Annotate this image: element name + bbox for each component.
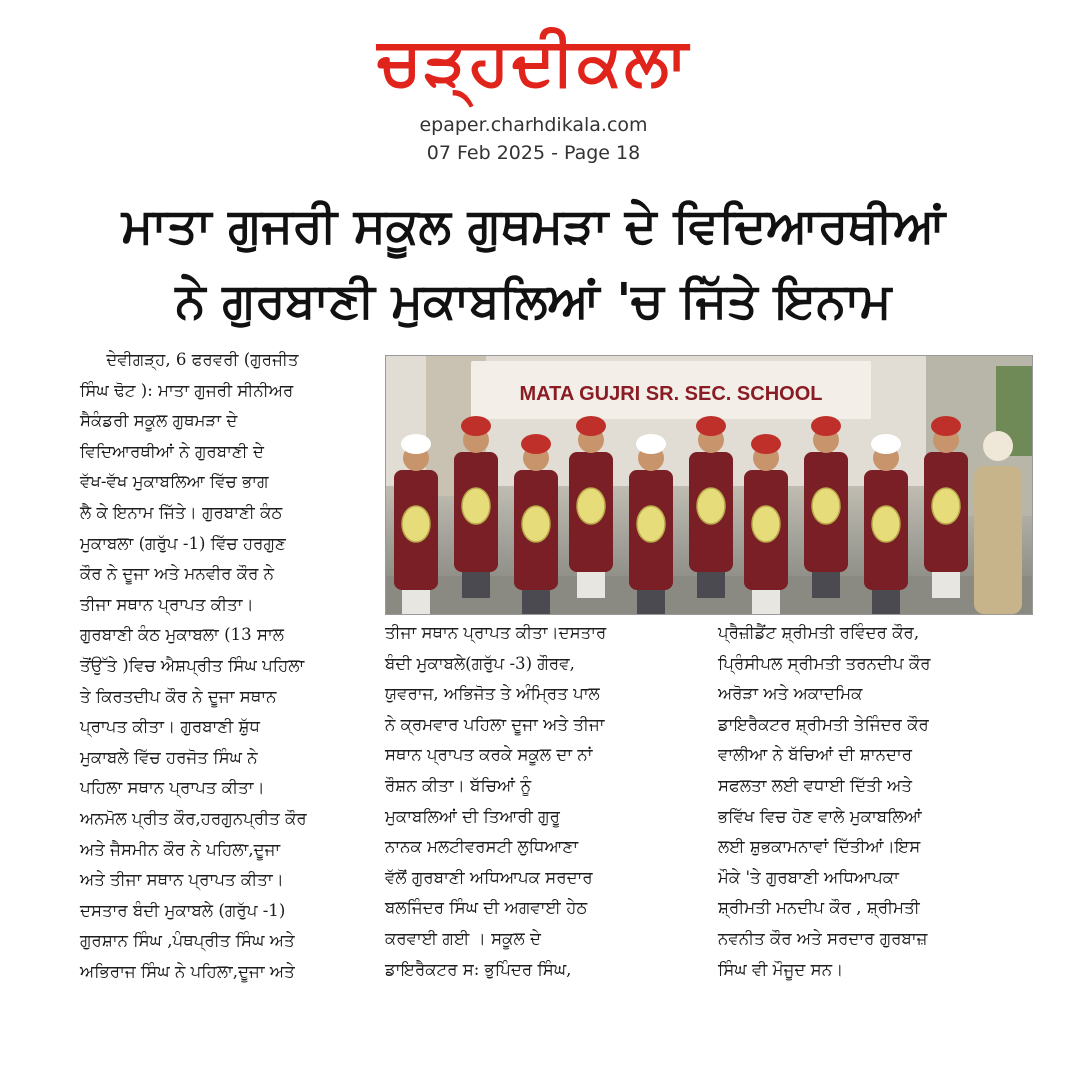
text-line: ਤੀਜਾ ਸਥਾਨ ਪ੍ਰਾਪਤ ਕੀਤਾ।ਦਸਤਾਰ: [385, 623, 607, 642]
text-line: ਵਾਲੀਆ ਨੇ ਬੱਚਿਆਂ ਦੀ ਸ਼ਾਨਦਾਰ: [718, 745, 913, 765]
student-turban: [576, 416, 606, 436]
trophy: [872, 506, 900, 542]
student-turban: [931, 416, 961, 436]
text-line: ਵਿਦਿਆਰਥੀਆਂ ਨੇ ਗੁਰਬਾਣੀ ਦੇ: [80, 441, 264, 461]
trophy: [637, 506, 665, 542]
text-line: ਅਤੇ ਤੀਜਾ ਸਥਾਨ ਪ੍ਰਾਪਤ ਕੀਤਾ।: [80, 870, 284, 890]
text-line: ਸਿੰਘ ਵੀ ਮੌਜੂਦ ਸਨ।: [718, 959, 844, 979]
banner-text: MATA GUJRI SR. SEC. SCHOOL: [519, 383, 823, 405]
text-line: ਭਵਿੱਖ ਵਿਚ ਹੋਣ ਵਾਲੇ ਮੁਕਾਬਲਿਆਂ: [718, 806, 922, 826]
article-photo: [385, 355, 1033, 615]
text-line: ਯੁਵਰਾਜ, ਅਭਿਜੋਤ ਤੇ ਅੰਮ੍ਰਿਤ ਪਾਲ: [385, 684, 600, 704]
trophy: [752, 506, 780, 542]
student-lower: [577, 572, 605, 598]
student-lower: [522, 590, 550, 614]
student-lower: [812, 572, 840, 598]
text-line: ਪ੍ਰੈਜ਼ੀਡੈਂਟ ਸ਼੍ਰੀਮਤੀ ਰਵਿੰਦਰ ਕੌਰ,: [718, 623, 920, 642]
student-lower: [402, 590, 430, 614]
text-line: ਸੈਕੰਡਰੀ ਸਕੂਲ ਗੁਥਮੜਾ ਦੇ: [80, 411, 238, 431]
student-turban: [751, 434, 781, 454]
text-line: ਬਲਜਿੰਦਰ ਸਿੰਘ ਦੀ ਅਗਵਾਈ ਹੇਠ: [385, 898, 588, 918]
text-line: ਮੌਕੇ 'ਤੇ ਗੁਰਬਾਣੀ ਅਧਿਆਪਕਾ: [718, 867, 899, 887]
text-line: ਵੱਖ-ਵੱਖ ਮੁਕਾਬਲਿਆ ਵਿੱਚ ਭਾਗ: [80, 472, 269, 492]
student-lower: [462, 572, 490, 598]
student-turban: [401, 434, 431, 454]
text-line: ਦਸਤਾਰ ਬੰਦੀ ਮੁਕਾਬਲੇ (ਗਰੁੱਪ -1): [80, 900, 286, 920]
trophy: [577, 488, 605, 524]
trophy: [402, 506, 430, 542]
group-photo-illustration: [386, 356, 1032, 614]
text-line: ਤੀਜਾ ਸਥਾਨ ਪ੍ਰਾਪਤ ਕੀਤਾ।: [80, 594, 254, 614]
student-lower: [932, 572, 960, 598]
student-turban: [811, 416, 841, 436]
student-lower: [872, 590, 900, 614]
text-line: ਮੁਕਾਬਲੇ ਵਿੱਚ ਹਰਜੋਤ ਸਿੰਘ ਨੇ: [80, 747, 258, 767]
text-line: ਪਹਿਲਾ ਸਥਾਨ ਪ੍ਰਾਪਤ ਕੀਤਾ।: [80, 778, 265, 798]
text-line: ਲੈ ਕੇ ਇਨਾਮ ਜਿੱਤੇ। ਗੁਰਬਾਣੀ ਕੰਠ: [80, 502, 283, 522]
headline-line-1: ਮਾਤਾ ਗੁਜਰੀ ਸਕੂਲ ਗੁਥਮੜਾ ਦੇ ਵਿਦਿਆਰਥੀਆਂ: [121, 198, 946, 254]
text-line: ਪ੍ਰਿੰਸੀਪਲ ਸ੍ਰੀਮਤੀ ਤਰਨਦੀਪ ਕੌਰ: [718, 653, 931, 673]
article-column-1: [80, 345, 376, 987]
student-lower: [752, 590, 780, 614]
student-lower: [697, 572, 725, 598]
adult-figure: [974, 466, 1022, 614]
text-line: ਅਰੋੜਾ ਅਤੇ ਅਕਾਦਮਿਕ: [718, 684, 863, 704]
text-line: ਸਫਲਤਾ ਲਈ ਵਧਾਈ ਦਿੱਤੀ ਅਤੇ: [718, 775, 913, 795]
text-line: ਮੁਕਾਬਲਾ (ਗਰੁੱਪ -1) ਵਿੱਚ ਹਰਗੁਣ: [80, 533, 286, 553]
student-lower: [637, 590, 665, 614]
trophy: [932, 488, 960, 524]
text-line: ਨੇ ਕ੍ਰਮਵਾਰ ਪਹਿਲਾ ਦੂਜਾ ਅਤੇ ਤੀਜਾ: [385, 714, 605, 734]
article-column-3: [718, 618, 1033, 985]
student-turban: [461, 416, 491, 436]
adult-head: [983, 431, 1013, 461]
text-line: ਕੌਰ ਨੇ ਦੂਜਾ ਅਤੇ ਮਨਵੀਰ ਕੌਰ ਨੇ: [80, 564, 275, 584]
text-line: ਲਈ ਸ਼ੁਭਕਾਮਨਾਵਾਂ ਦਿੱਤੀਆਂ।ਇਸ: [718, 837, 921, 857]
text-line: ਨਵਨੀਤ ਕੌਰ ਅਤੇ ਸਰਦਾਰ ਗੁਰਬਾਜ਼: [718, 928, 928, 948]
text-line: ਕਰਵਾਈ ਗਈ । ਸਕੂਲ ਦੇ: [385, 928, 541, 948]
student-turban: [636, 434, 666, 454]
text-line: ਅਨਮੋਲ ਪ੍ਰੀਤ ਕੌਰ,ਹਰਗੁਨਪ੍ਰੀਤ ਕੌਰ: [80, 808, 307, 828]
text-line: ਤੇ ਕਿਰਤਦੀਪ ਕੌਰ ਨੇ ਦੂਜਾ ਸਥਾਨ: [80, 686, 277, 706]
text-line: ਡਾਇਰੈਕਟਰ ਸ਼੍ਰੀਮਤੀ ਤੇਜਿੰਦਰ ਕੌਰ: [718, 714, 929, 734]
newspaper-masthead: ਚੜ੍ਹਦੀਕਲਾ: [377, 23, 690, 100]
text-line: ਮੁਕਾਬਲਿਆਂ ਦੀ ਤਿਆਰੀ ਗੁਰੂ: [385, 806, 560, 826]
text-line: ਪ੍ਰਾਪਤ ਕੀਤਾ। ਗੁਰਬਾਣੀ ਸ਼ੁੱਧ: [80, 717, 260, 737]
trophy: [697, 488, 725, 524]
text-line: ਗੁਰਸ਼ਾਨ ਸਿੰਘ ,ਪੰਥਪ੍ਰੀਤ ਸਿੰਘ ਅਤੇ: [80, 931, 295, 951]
student-turban: [521, 434, 551, 454]
text-line: ਅਭਿਰਾਜ ਸਿੰਘ ਨੇ ਪਹਿਲਾ,ਦੂਜਾ ਅਤੇ: [80, 961, 295, 981]
student-turban: [871, 434, 901, 454]
text-line: ਤੋਂਉੱਤੇ )ਵਿਚ ਐਸ਼ਪ੍ਰੀਤ ਸਿੰਘ ਪਹਿਲਾ: [80, 655, 305, 675]
date-page: 07 Feb 2025 - Page 18: [426, 142, 641, 164]
text-line: ਦੇਵੀਗੜ੍ਹ, 6 ਫਰਵਰੀ (ਗੁਰਜੀਤ: [80, 350, 299, 369]
text-line: ਸਿੰਘ ਢੋਟ ): ਮਾਤਾ ਗੁਜਰੀ ਸੀਨੀਅਰ: [80, 380, 294, 400]
text-line: ਵੱਲੋਂ ਗੁਰਬਾਣੀ ਅਧਿਆਪਕ ਸਰਦਾਰ: [385, 867, 593, 887]
article-column-2: [385, 618, 700, 985]
headline-line-2: ਨੇ ਗੁਰਬਾਣੀ ਮੁਕਾਬਲਿਆਂ 'ਚ ਜਿੱਤੇ ਇਨਾਮ: [175, 273, 892, 329]
text-line: ਸ਼੍ਰੀਮਤੀ ਮਨਦੀਪ ਕੌਰ , ਸ਼੍ਰੀਮਤੀ: [718, 898, 920, 918]
student-turban: [696, 416, 726, 436]
trophy: [522, 506, 550, 542]
trophy: [462, 488, 490, 524]
trophy: [812, 488, 840, 524]
text-line: ਰੌਸ਼ਨ ਕੀਤਾ। ਬੱਚਿਆਂ ਨੂੰ: [385, 775, 532, 795]
text-line: ਗੁਰਬਾਣੀ ਕੰਠ ਮੁਕਾਬਲਾ (13 ਸਾਲ: [80, 625, 284, 645]
text-line: ਡਾਇਰੈਕਟਰ ਸ: ਭੁਪਿੰਦਰ ਸਿੰਘ,: [385, 959, 572, 979]
source-url: epaper.charhdikala.com: [419, 114, 648, 136]
text-line: ਅਤੇ ਜੈਸਮੀਨ ਕੌਰ ਨੇ ਪਹਿਲਾ,ਦੂਜਾ: [80, 839, 281, 859]
text-line: ਬੰਦੀ ਮੁਕਾਬਲੇ(ਗਰੁੱਪ -3) ਗੌਰਵ,: [385, 653, 575, 673]
text-line: ਸਥਾਨ ਪ੍ਰਾਪਤ ਕਰਕੇ ਸਕੂਲ ਦਾ ਨਾਂ: [385, 745, 593, 765]
text-line: ਨਾਨਕ ਮਲਟੀਵਰਸਟੀ ਲੁਧਿਆਣਾ: [385, 837, 579, 857]
